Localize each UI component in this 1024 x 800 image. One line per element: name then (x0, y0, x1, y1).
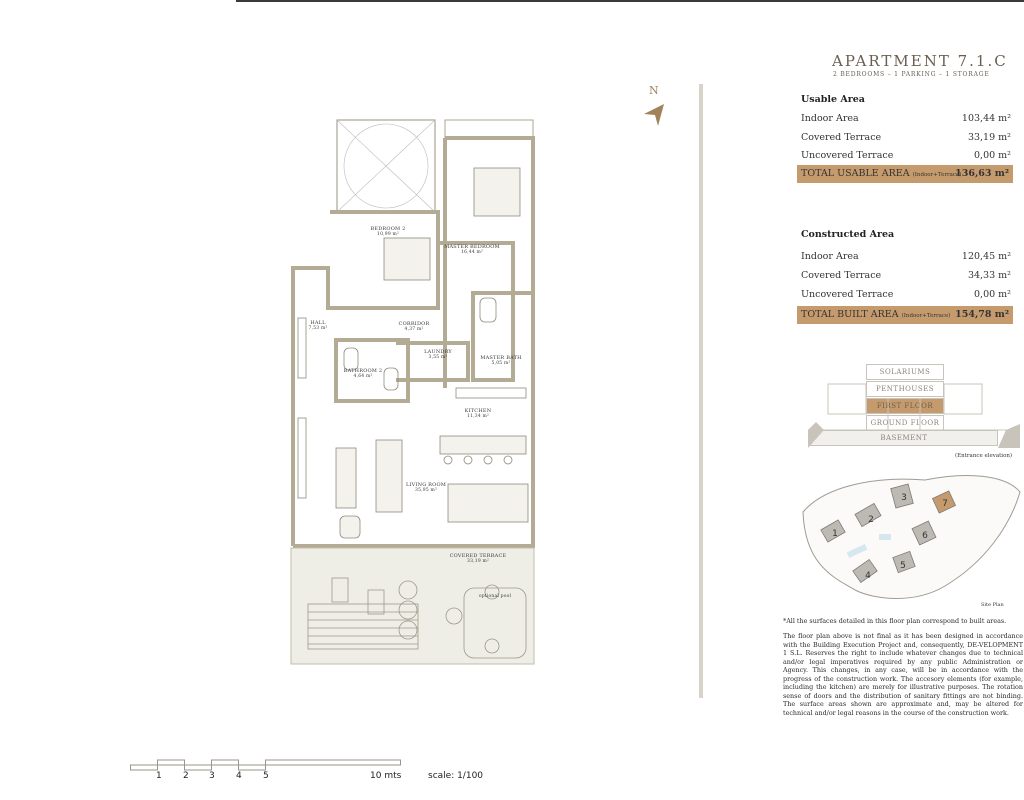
disclaimer-note: The floor plan above is not final as it has been designed in accordance with the Building Execution Project and, consequently, DE-VELOPMENT 1 S.L. Reserves the right to include whatever changes due to technical and/or legal imperatives required by any public Administration or Agency. This changes, in any case, will be in accordance with the progress of the construction work. The accesory elements (for example, including the kitchen) are merely for illustrative purposes. The rotation sense of doors and the distribution of sanitary fittings are not binding. The surface areas shown are approximate and, may be altered for technical and/or legal reasons in the course of the construction work. (783, 632, 1023, 717)
scale-end-label: 10 mts (370, 771, 402, 781)
scale-tick-label: 5 (263, 771, 269, 781)
usable-area-heading: Usable Area (801, 94, 865, 105)
room-label-living-room: LIVING ROOM 35,95 m² (405, 482, 447, 493)
apartment-title: APARTMENT 7.1.C (832, 52, 1008, 70)
usable-total-row: TOTAL USABLE AREA (Indoor+Terrace) 136,63 m² (797, 165, 1013, 183)
room-label-hall: HALL 7,53 m² (308, 320, 328, 331)
top-rule (236, 0, 1024, 2)
room-label-master-bath: MASTER BATH 5,05 m² (480, 355, 522, 366)
constructed-total-row: TOTAL BUILT AREA (Indoor+Terrace) 154,78 m² (797, 306, 1013, 324)
level-first-floor: FIRST FLOOR (866, 398, 944, 414)
site-building-label: 1 (832, 529, 838, 539)
level-ground-floor: GROUND FLOOR (866, 415, 944, 431)
constructed-area-heading: Constructed Area (801, 229, 895, 240)
elevation-lines (808, 364, 1024, 464)
surfaces-note: *All the surfaces detailed in this floor plan correspond to built areas. (783, 617, 1007, 625)
level-solariums: SOLARIUMS (866, 364, 944, 380)
scale-tick-label: 3 (209, 771, 215, 781)
site-plan-drawing (795, 466, 1024, 608)
scale-bar (130, 759, 402, 771)
building-elevation (808, 364, 1024, 464)
room-label-optional-pool: optional pool (478, 594, 512, 599)
room-label-corridor: CORRIDOR 4,37 m² (398, 321, 430, 332)
scale-tick-label: 1 (156, 771, 162, 781)
floor-plan (288, 118, 538, 668)
room-label-kitchen: KITCHEN 11,34 m² (464, 408, 492, 419)
site-plan (795, 466, 1024, 608)
constructed-row-uncovered: Uncovered Terrace 0,00 m² (801, 289, 1011, 300)
constructed-row-indoor: Indoor Area 120,45 m² (801, 251, 1011, 262)
elevation-caption: (Entrance elevation) (955, 453, 1013, 459)
room-label-bedroom2: BEDROOM 2 10,99 m² (370, 226, 406, 237)
site-building-label: 6 (922, 531, 928, 541)
floor-plan-drawing (288, 118, 538, 668)
room-label-bathroom2: BATHROOM 2 4,64 m² (343, 368, 383, 379)
room-label-covered-terrace: COVERED TERRACE 33,19 m² (449, 553, 507, 564)
room-label-master-bedroom: MASTER BEDROOM 16,44 m² (444, 244, 500, 255)
scale-ratio-label: scale: 1/100 (428, 771, 484, 781)
scale-tick-label: 4 (236, 771, 242, 781)
usable-row-indoor: Indoor Area 103,44 m² (801, 113, 1011, 124)
room-label-laundry: LAUNDRY 3,55 m² (424, 349, 452, 360)
site-building-label: 7 (942, 499, 948, 509)
divider-bar (699, 84, 703, 698)
site-plan-caption: Site Plan (981, 602, 1004, 608)
site-building-label: 4 (865, 571, 871, 581)
usable-row-covered: Covered Terrace 33,19 m² (801, 132, 1011, 143)
north-arrow (640, 84, 668, 130)
north-label: N (649, 84, 659, 97)
level-basement: BASEMENT (810, 430, 998, 446)
apartment-subtitle: 2 BEDROOMS – 1 PARKING – 1 STORAGE (833, 71, 990, 78)
site-building-label: 5 (900, 561, 906, 571)
scale-tick-label: 2 (183, 771, 189, 781)
usable-row-uncovered: Uncovered Terrace 0,00 m² (801, 150, 1011, 161)
level-penthouses: PENTHOUSES (866, 381, 944, 397)
constructed-row-covered: Covered Terrace 34,33 m² (801, 270, 1011, 281)
site-building-label: 2 (868, 515, 874, 525)
site-building-label: 3 (901, 493, 907, 503)
